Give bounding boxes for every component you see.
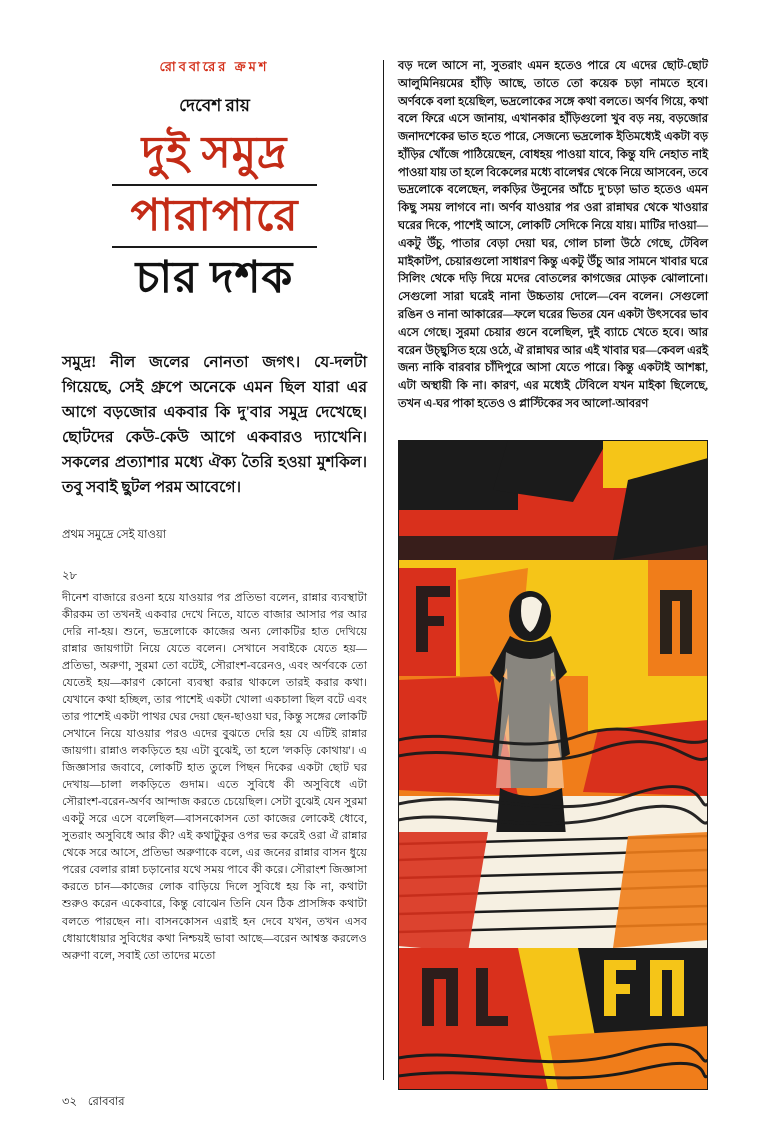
footer-publication: রোববার xyxy=(87,1096,125,1108)
title-rule-1 xyxy=(112,184,317,186)
title-line-3: চার দশক xyxy=(135,253,294,303)
section-number: ২৮ xyxy=(62,570,77,583)
title-line-2: পারাপারে xyxy=(130,190,299,240)
subhead-text: প্রথম সমুদ্রে সেই যাওয়া xyxy=(62,529,167,542)
standfirst-text: সমুদ্র! নীল জলের নোনতা জগৎ। যে-দলটা গিয়েছে, সেই গ্রুপে অনেকে এমন ছিল যারা এর আগে বড়জোর একবার কি দু'বার সমুদ্র দেখেছে। ছোটদের কেউ-কেউ আগে একবারও দ্যাখেনি। সকলের প্রত্যাশার মধ্যে ঐক্য তৈরি হওয়া মুশকিল। তবু সবাই ছুটল পরম আবেগে। xyxy=(62,353,367,497)
woodcut-illustration xyxy=(398,440,708,1090)
article-author: দেবেশ রায় xyxy=(179,96,250,115)
right-body-text: বড় দলে আসে না, সুতরাং এমন হতেও পারে যে এদের ছোট-ছোট আলুমিনিয়মের হাঁড়ি আছে, তাতে তো কয়েক চড়া নামতে হবে। অর্ণবকে বলা হয়েছিল, ভদ্রলোকের সঙ্গে কথা বলতে। অর্ণব গিয়ে, কথা বলে ফিরে এসে জানায়, এখানকার হাঁড়িগুলো খুব বড় নয়, বড়জোর জনাদশেকের ভাত হতে পারে, সেজন্যে ভদ্রলোক ইতিমধ্যেই একটা বড় হাঁড়ির খোঁজে পাঠিয়েছেন, বোধহয় পাওয়া যাবে, কিন্তু যদি নেহাত নাই পাওয়া যায় তা হলে বিকেলের মধ্যে বালেশ্বর থেকে নিয়ে আসবেন, তবে ভদ্রলোকে বলেছেন, লকড়ির উনুনের আঁচে দু'চড়া ভাত হতেও এমন কিছু সময় লাগবে না। অর্ণব যাওয়ার পর ওরা রান্নাঘর থেকে খাওয়ার ঘরের দিকে, পাশেই আসে, লোকটি সেদিকে নিয়ে যায়। মাটির দাওয়া—একটু উঁচু, পাতার বেড়া দেয়া ঘর, গোল চালা উঠে গেছে, টেবিল মাইকাটপ, চেয়ারগুলো সাধারণ কিন্তু একটু উঁচু আর সামনে খাবার ঘরে সিলিং থেকে দড়ি দিয়ে মদের বোতলের কাগজের মোড়ক ঝোলানো। সেগুলো সারা ঘরেই নানা উচ্চতায় দোলে—বেন বলেন। সেগুলো রঙিন ও নানা আকারের—ফলে ঘরের ভিতর যেন একটা উৎসবের ভাব এসে গেছে। সুরমা চেয়ার গুনে বলেছিল, দুই ব্যাচে খেতে হবে। আর বরেন উচ্ছ্বসিত হয়ে ওঠে, ঐ রান্নাঘর আর এই খাবার ঘর—কেবল এরই জন্য নাকি বারবার চাঁদিপুরে আসা যেতে পারে। কিন্তু একটাই আশঙ্কা, এটা অস্থায়ী কি না। কারণ, এর মধ্যেই টেবিলে যখন মাইকা ছিলেছে, তখন এ-ঘর পাকা হতেও ও প্লাস্টিকের সব আলো-আবরণ xyxy=(398,60,708,410)
article-title xyxy=(62,129,367,306)
left-body-text: দীনেশ বাজারে রওনা হয়ে যাওয়ার পর প্রতিভা বলেন, রান্নার ব্যবস্থাটা কীরকম তা তখনই একবার দেখে নিতে, যাতে বাজার আসার পর আর দেরি না-হয়। শুনে, ভদ্রলোকে কাজের অন্য লোকটির হাত দেখিয়ে রান্নার জায়গাটা নিয়ে যেতে বলেন। সেখানে সবাইকে যেতে হয়—প্রতিভা, অরুণা, সুরমা তো বটেই, সৌরাংশ-বরেনও, এবং অর্ণবকে তো যেতেই হয়—কারণ কোনো ব্যবস্থা করার থাকলে তারই করার কথা। যেখানে কথা হচ্ছিল, তার পাশেই একটা খোলা একচালা ছিল বটে এবং তার পাশেই একটা পাথর ঘের দেয়া ছেন-ছাওয়া ঘর, কিন্তু সঙ্গের লোকটি সেখানে নিয়ে যাওয়ার পরও এদের বুঝতে দেরি হয় যে এটিই রান্নার জায়গা। রান্নাও লকড়িতে হয় এটা বুঝেই, তা হলে 'লকড়ি কোথায়'। এ জিজ্ঞাসার জবাবে, লোকটি হাত তুলে পিছন দিকের একটা ছোট ঘর দেখায়—চালা লকড়িতে গুদাম। এতে সুবিধে কী অসুবিধে এটা সৌরাংশ-বরেন-অর্ণব আন্দাজ করতে চেয়েছিল। সেটা বুঝেই যেন সুরমা একটু সরে এসে বলেছিল—বাসনকোসন তো কাজের লোকেই ধোবে, সুতরাং অসুবিধে আর কী? এই কথাটুকুর ওপর ভর করেই ওরা ঐ রান্নার থেকে সরে আসে, প্রতিভা অরুণাকে বলে, এর জনের রান্নার বাসন ধুয়ে পরের বেলার রান্না চড়ানোর যথে সময় পাবে কী করে। সৌরাংশ জিজ্ঞাসা করতে চান—কাজের লোক বাড়িয়ে দিলে সুবিধে হয় কি না, কথাটা শুরুও করেন একেবারে, কিন্তু বোঝেন তিনি যেন ঠিক প্রাসঙ্গিক কথাটা বলতে পারছেন না। বাসনকোসন এরাই হন দেবে যখন, তখন এসব ধোয়াধোয়ার সুবিধের কথা নিশ্চয়ই ভাবা আছে—বরেন আশ্বস্ত করলেও অরুণা বলে, সবাই তো তাদের মতো xyxy=(62,592,367,962)
illustration-svg xyxy=(398,440,708,1090)
title-rule-2 xyxy=(112,246,317,248)
title-line-1: দুই সমুদ্র xyxy=(141,128,288,177)
page-footer xyxy=(62,1093,125,1112)
section-kicker: রোববারের ক্রমশ xyxy=(159,59,270,74)
left-column xyxy=(62,58,367,1098)
folio-page-number: ৩২ xyxy=(62,1096,77,1108)
column-divider xyxy=(383,60,384,1080)
